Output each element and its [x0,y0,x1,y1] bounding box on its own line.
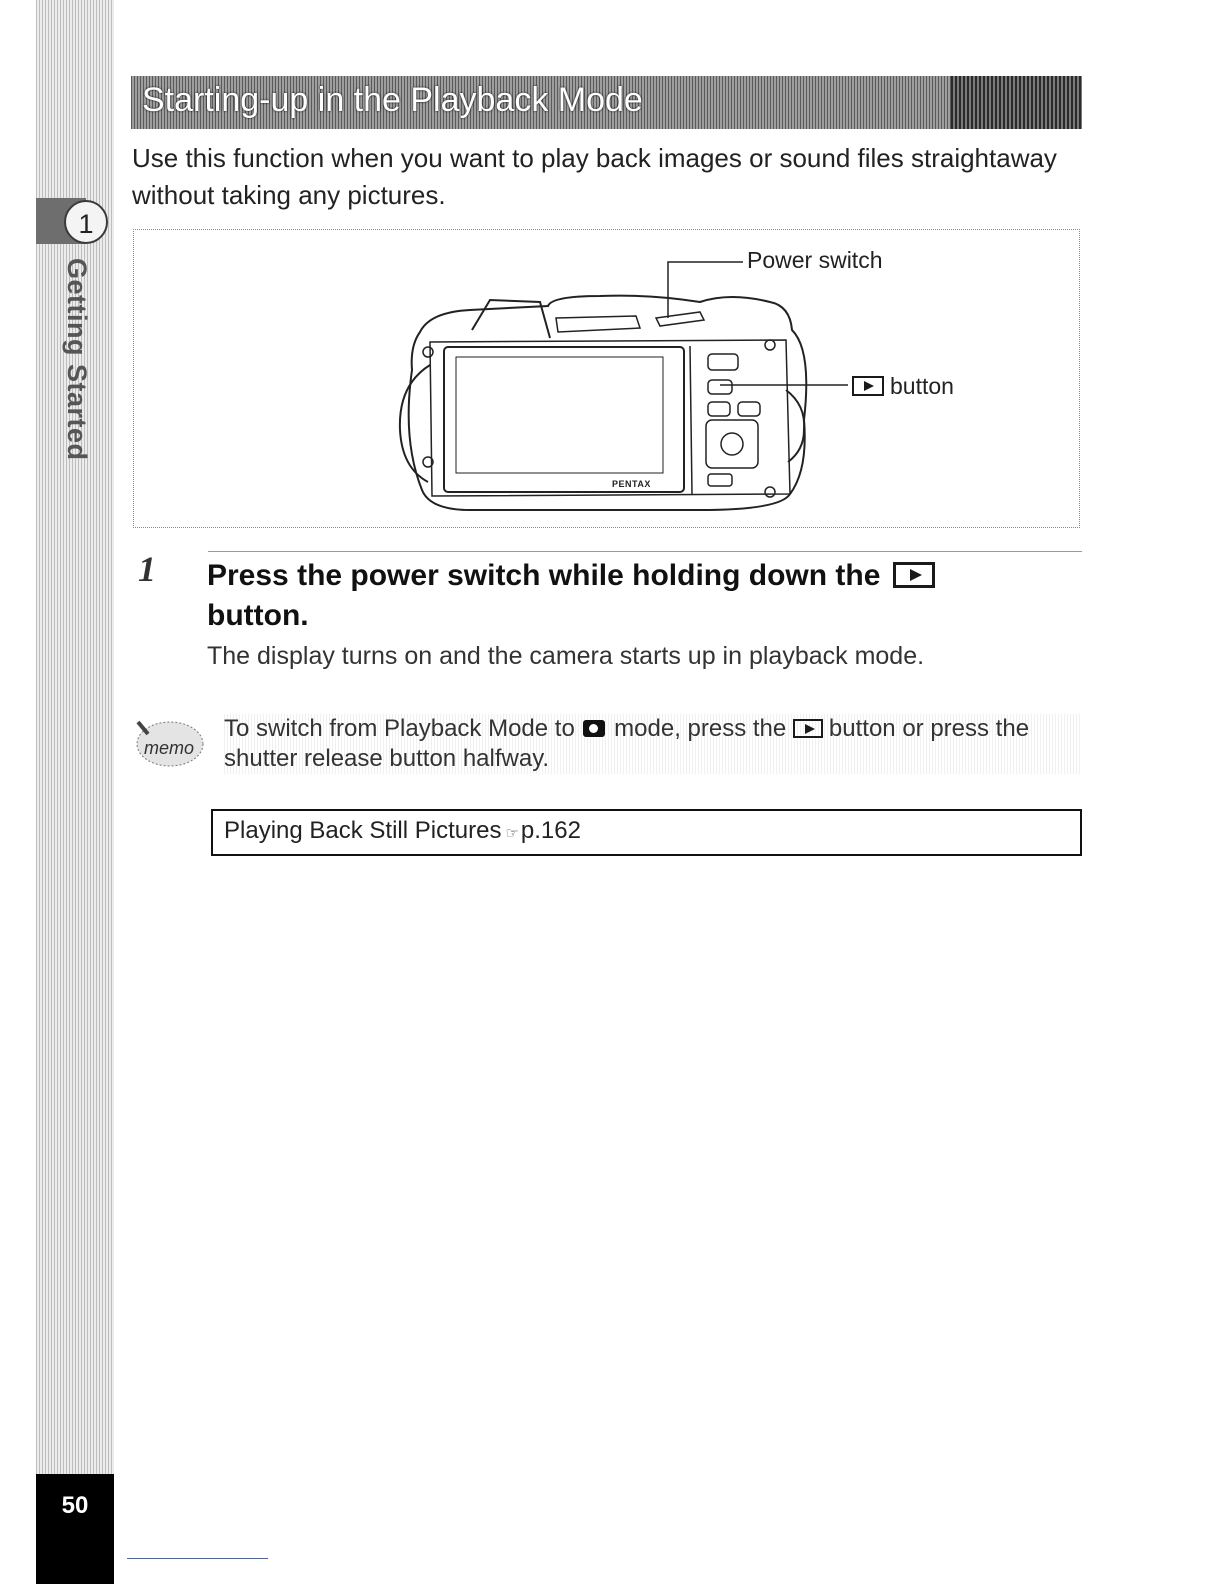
memo-icon [134,716,206,768]
reference-text: Playing Back Still Pictures [224,817,502,844]
chapter-number: 1 [64,200,108,244]
memo-icon-label: memo [144,738,195,758]
step-heading-part2: button. [207,599,309,632]
camera-brand: PENTAX [612,479,651,489]
memo-text-part3: button or press the shutter release button halfway. [224,715,1030,772]
cross-reference-box [211,809,1082,856]
step-number: 1 [138,549,156,589]
footer-link-underline [127,1558,268,1559]
playback-icon [793,719,823,738]
section-title: Starting-up in the Playback Mode [142,81,643,119]
memo-text-part1: To switch from Playback Mode to [224,715,575,742]
playback-button-label: button [890,373,954,399]
playback-button-label-group [852,373,954,400]
memo-text-part2: mode, press the [614,715,787,742]
playback-icon [852,376,884,396]
section-title-bar [131,76,1082,129]
memo-note [224,714,1082,774]
page-number: 50 [36,1474,114,1584]
step-heading-part1: Press the power switch while holding down the [207,559,881,592]
step-heading [207,556,1077,636]
power-switch-label: Power switch [747,247,883,273]
reference-page[interactable]: p.162 [520,817,581,844]
playback-icon [893,562,935,588]
title-bar-band [951,76,1082,129]
step-description: The display turns on and the camera starts up in playback mode. [207,642,925,670]
chapter-label: Getting Started [62,258,92,461]
page-reference-icon: ☞ [505,825,519,842]
step-divider [208,551,1082,552]
intro-paragraph: Use this function when you want to play back images or sound files straightaway without taking any pictures. [132,143,1057,210]
camera-icon [583,720,605,737]
